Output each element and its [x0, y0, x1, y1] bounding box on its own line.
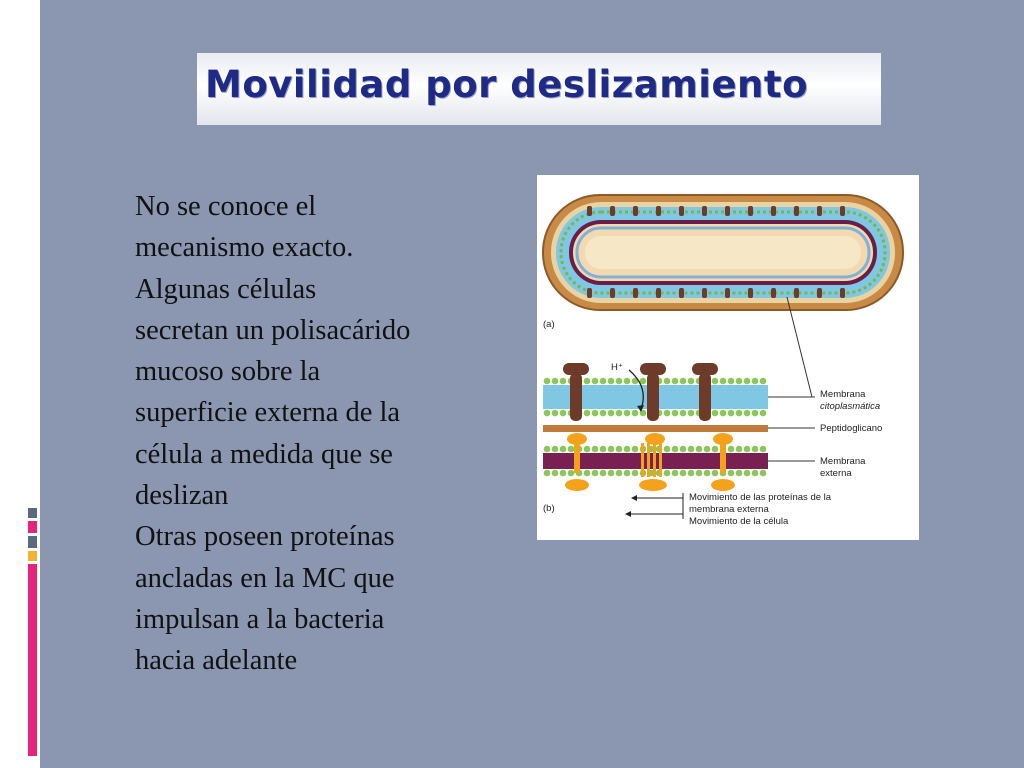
body-line: superficie externa de la: [135, 397, 401, 429]
decoration-slate-bar: [28, 508, 37, 518]
label-peptidoglicano: Peptidoglicano: [820, 423, 883, 434]
proton-label: H⁺: [611, 362, 623, 373]
body-line: No se conoce el: [135, 191, 317, 222]
decoration-gold-bar: [28, 551, 37, 561]
title-banner: [197, 53, 881, 125]
label-movimiento-proteinas: Movimiento de las proteínas de la: [689, 492, 832, 503]
panel-a-label: (a): [543, 319, 555, 330]
body-line: Algunas células: [135, 273, 317, 305]
body-line: Otras poseen proteínas: [135, 521, 395, 553]
body-line: ancladas en la MC que: [135, 562, 395, 594]
slide-title: Movilidad por deslizamiento: [205, 63, 809, 106]
cell-diagram: [543, 195, 903, 310]
body-line: deslizan: [135, 480, 229, 512]
decoration-slate-bar-2: [28, 536, 37, 548]
label-membrana-citoplasmatica: Membrana: [820, 389, 866, 400]
body-line: célula a medida que se: [135, 438, 393, 470]
label-citoplasmatica: citoplasmática: [820, 401, 881, 412]
label-movimiento-celula: Movimiento de la célula: [689, 516, 789, 527]
panel-b-label: (b): [543, 503, 555, 514]
body-text: [135, 186, 495, 682]
label-membrana-externa: Membrana: [820, 456, 866, 467]
body-line: impulsan a la bacteria: [135, 603, 385, 635]
body-line: hacia adelante: [135, 645, 298, 677]
label-membrana-externa-2: membrana externa: [689, 504, 769, 515]
body-line: mecanismo exacto.: [135, 232, 354, 264]
body-line: secretan un polisacárido: [135, 314, 411, 346]
decoration-pink-bar-top: [28, 521, 37, 533]
decoration-pink-bar: [28, 564, 37, 756]
label-externa: externa: [820, 468, 852, 479]
figure-illustration: [537, 175, 919, 540]
body-line: mucoso sobre la: [135, 356, 321, 388]
gliding-motility-figure: [537, 175, 919, 540]
